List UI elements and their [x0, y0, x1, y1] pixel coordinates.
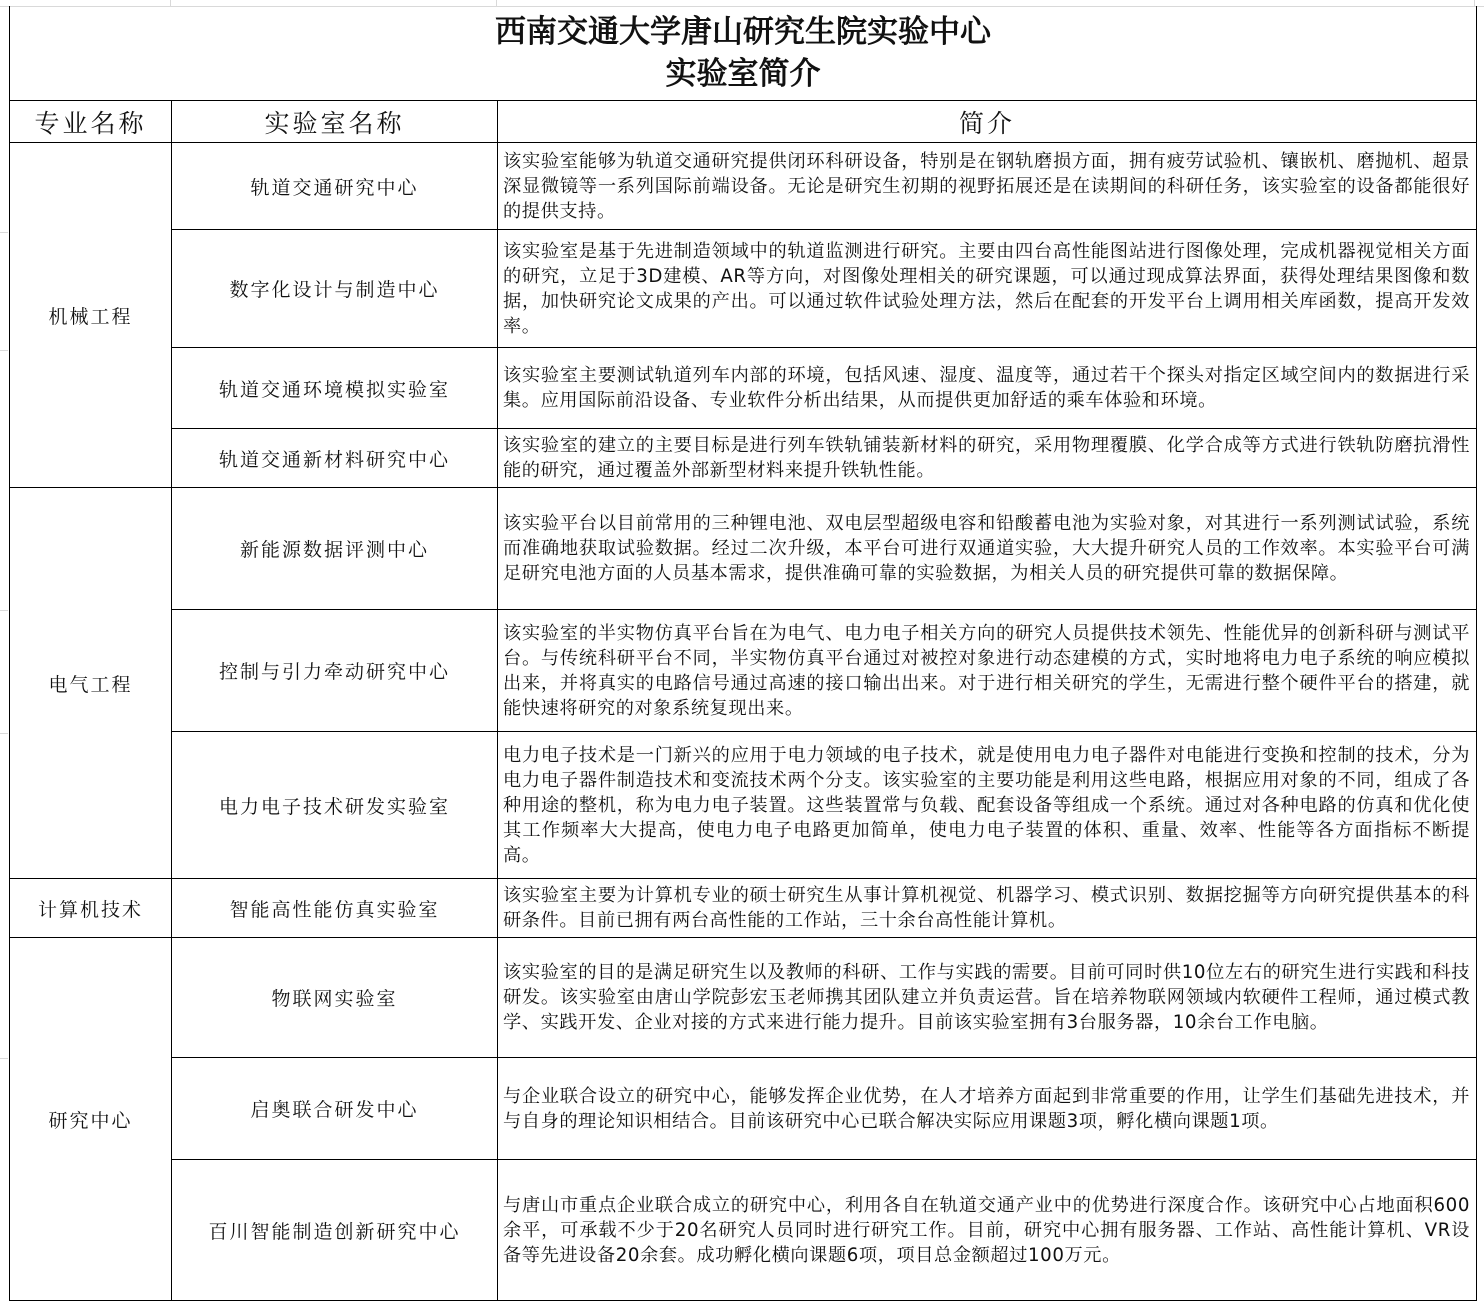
- lab-intro-table: [9, 6, 1477, 1301]
- lab-name-cell[interactable]: 轨道交通新材料研究中心: [172, 429, 498, 488]
- table-title[interactable]: [10, 6, 1477, 101]
- lab-intro-cell[interactable]: 与企业联合设立的研究中心，能够发挥企业优势，在人才培养方面起到非常重要的作用，让学生们基础先进技术，并与自身的理论知识相结合。目前该研究中心已联合解决实际应用课题3项，孵化横向课题1项。: [498, 1058, 1477, 1160]
- lab-name-cell[interactable]: 新能源数据评测中心: [172, 488, 498, 610]
- lab-name-cell[interactable]: 轨道交通研究中心: [172, 143, 498, 230]
- header-lab-name[interactable]: 实验室名称: [172, 101, 498, 143]
- major-cell[interactable]: 电气工程: [10, 488, 172, 879]
- lab-intro-cell[interactable]: 与唐山市重点企业联合成立的研究中心，利用各自在轨道交通产业中的优势进行深度合作。该研究中心占地面积600余平，可承载不少于20名研究人员同时进行研究工作。目前，研究中心拥有服务器、工作站、高性能计算机、VR设备等先进设备20余套。成功孵化横向课题6项，项目总金额超过100万元。: [498, 1160, 1477, 1301]
- lab-intro-cell[interactable]: 该实验室主要为计算机专业的硕士研究生从事计算机视觉、机器学习、模式识别、数据挖掘等方向研究提供基本的科研条件。目前已拥有两台高性能的工作站，三十余台高性能计算机。: [498, 879, 1477, 938]
- row-gridline: [0, 350, 8, 351]
- lab-intro-cell[interactable]: 该实验室能够为轨道交通研究提供闭环科研设备，特别是在钢轨磨损方面，拥有疲劳试验机、镶嵌机、磨抛机、超景深显微镜等一系列国际前端设备。无论是研究生初期的视野拓展还是在读期间的科研任务，该实验室的设备都能很好的提供支持。: [498, 143, 1477, 230]
- lab-name-cell[interactable]: 电力电子技术研发实验室: [172, 732, 498, 879]
- lab-intro-cell[interactable]: 该实验平台以目前常用的三种锂电池、双电层型超级电容和铅酸蓄电池为实验对象，对其进行一系列测试试验，系统而准确地获取试验数据。经过二次升级，本平台可进行双通道实验，大大提升研究人员的工作效率。本实验平台可满足研究电池方面的人员基本需求，提供准确可靠的实验数据，为相关人员的研究提供可靠的数据保障。: [498, 488, 1477, 610]
- header-major[interactable]: 专业名称: [10, 101, 172, 143]
- lab-name-cell[interactable]: 智能高性能仿真实验室: [172, 879, 498, 938]
- lab-intro-cell[interactable]: 该实验室的目的是满足研究生以及教师的科研、工作与实践的需要。目前可同时供10位左右的研究生进行实践和科技研发。该实验室由唐山学院彭宏玉老师携其团队建立并负责运营。旨在培养物联网领域内软硬件工程师，通过模式教学、实践开发、企业对接的方式来进行能力提升。目前该实验室拥有3台服务器，10余台工作电脑。: [498, 938, 1477, 1058]
- lab-name-cell[interactable]: 启奥联合研发中心: [172, 1058, 498, 1160]
- lab-intro-cell[interactable]: 该实验室的半实物仿真平台旨在为电气、电力电子相关方向的研究人员提供技术领先、性能优异的创新科研与测试平台。与传统科研平台不同，半实物仿真平台通过对被控对象进行动态建模的方式，实时地将电力电子系统的响应模拟出来，并将真实的电路信号通过高速的接口输出出来。对于进行相关研究的学生，无需进行整个硬件平台的搭建，就能快速将研究的对象系统复现出来。: [498, 610, 1477, 732]
- lab-name-cell[interactable]: 物联网实验室: [172, 938, 498, 1058]
- lab-intro-cell[interactable]: 该实验室的建立的主要目标是进行列车铁轨铺装新材料的研究，采用物理覆膜、化学合成等方式进行铁轨防磨抗滑性能的研究，通过覆盖外部新型材料来提升铁轨性能。: [498, 429, 1477, 488]
- lab-name-cell[interactable]: 数字化设计与制造中心: [172, 230, 498, 348]
- lab-intro-cell[interactable]: 该实验室主要测试轨道列车内部的环境，包括风速、湿度、温度等，通过若干个探头对指定区域空间内的数据进行采集。应用国际前沿设备、专业软件分析出结果，从而提供更加舒适的乘车体验和环境。: [498, 348, 1477, 429]
- row-gridline: [0, 232, 8, 233]
- major-cell[interactable]: 机械工程: [10, 143, 172, 488]
- row-gridline: [0, 733, 8, 734]
- row-gridline: [0, 1058, 8, 1059]
- lab-intro-cell[interactable]: 电力电子技术是一门新兴的应用于电力领域的电子技术，就是使用电力电子器件对电能进行变换和控制的技术，分为电力电子器件制造技术和变流技术两个分支。该实验室的主要功能是利用这些电路，根据应用对象的不同，组成了各种用途的整机，称为电力电子装置。这些装置常与负载、配套设备等组成一个系统。通过对各种电路的仿真和优化使其工作频率大大提高，使电力电子电路更加简单，使电力电子装置的体积、重量、效率、性能等各方面指标不断提高。: [498, 732, 1477, 879]
- header-intro[interactable]: 简介: [498, 101, 1477, 143]
- lab-name-cell[interactable]: 控制与引力牵动研究中心: [172, 610, 498, 732]
- lab-intro-cell[interactable]: 该实验室是基于先进制造领域中的轨道监测进行研究。主要由四台高性能图站进行图像处理，完成机器视觉相关方面的研究，立足于3D建模、AR等方向，对图像处理相关的研究课题，可以通过现成算法界面，获得处理结果图像和数据，加快研究论文成果的产出。可以通过软件试验处理方法，然后在配套的开发平台上调用相关库函数，提高开发效率。: [498, 230, 1477, 348]
- major-cell[interactable]: 研究中心: [10, 938, 172, 1301]
- lab-name-cell[interactable]: 百川智能制造创新研究中心: [172, 1160, 498, 1301]
- title-line-1: 西南交通大学唐山研究生院实验中心: [495, 14, 992, 50]
- title-line-2: 实验室简介: [665, 56, 821, 92]
- lab-name-cell[interactable]: 轨道交通环境模拟实验室: [172, 348, 498, 429]
- row-gridline: [0, 610, 8, 611]
- major-cell[interactable]: 计算机技术: [10, 879, 172, 938]
